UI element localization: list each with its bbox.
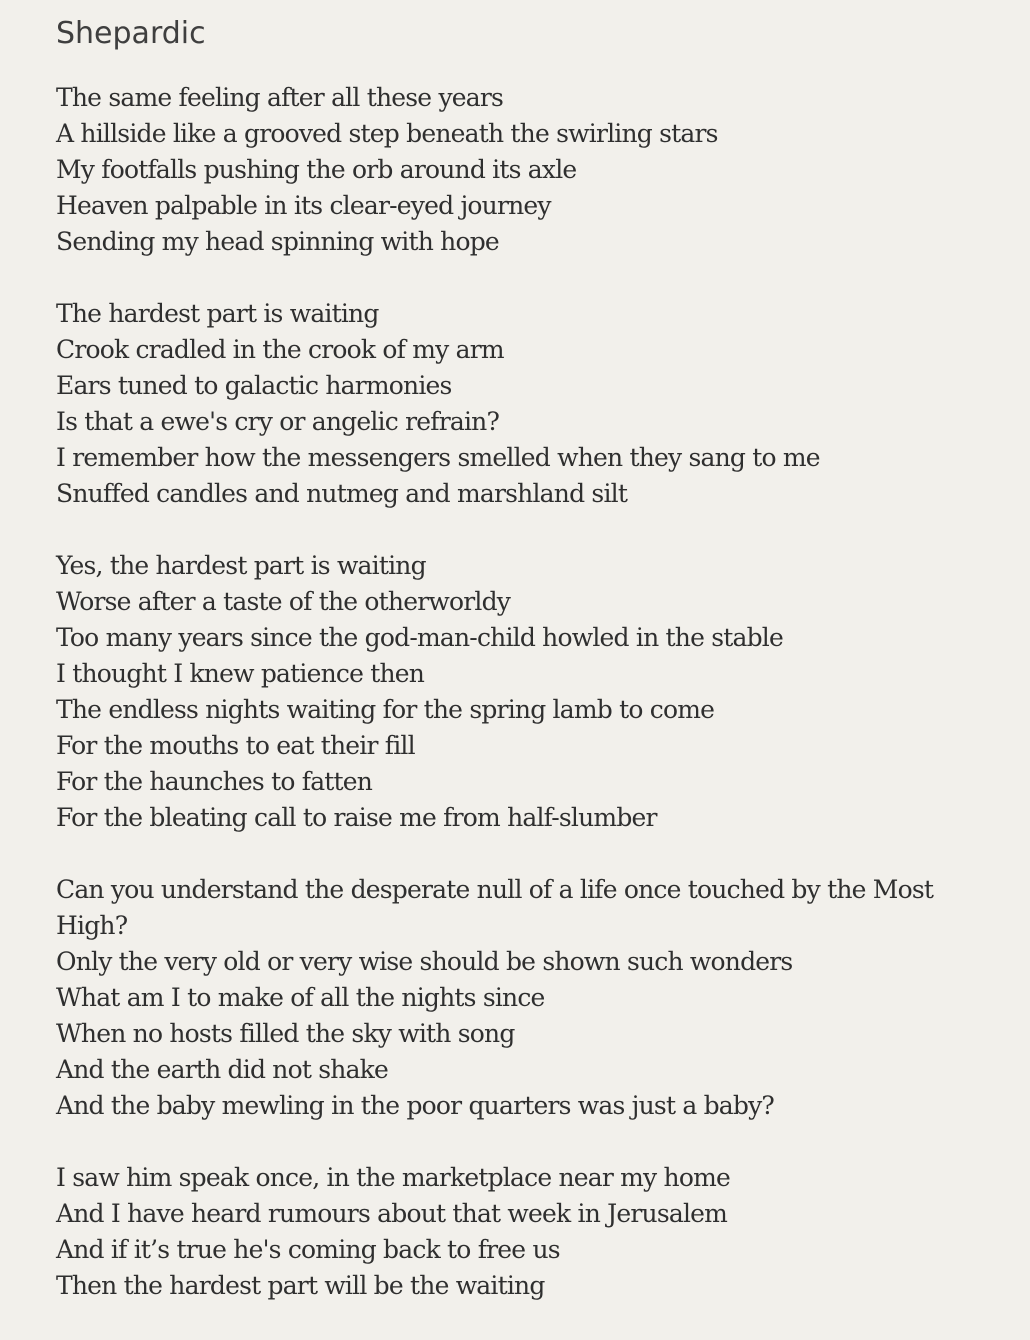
poem-line: Then the hardest part will be the waiting: [56, 1271, 545, 1300]
poem-line: A hillside like a grooved step beneath the swirling stars: [56, 119, 718, 148]
poem-line: And the baby mewling in the poor quarters was just a baby?: [56, 1091, 775, 1120]
poem-body: [56, 80, 986, 1340]
poem-line: The same feeling after all these years: [56, 83, 504, 112]
poem-line: High?: [56, 911, 128, 940]
poem-line: For the bleating call to raise me from half-slumber: [56, 803, 657, 832]
poem-line: I thought I knew patience then: [56, 659, 425, 688]
poem-line: Ears tuned to galactic harmonies: [56, 371, 452, 400]
stanza: [56, 872, 986, 1124]
poem-line: When no hosts filled the sky with song: [56, 1019, 515, 1048]
poem-line: Worse after a taste of the otherworldy: [56, 587, 511, 616]
poem-line: And if it’s true he's coming back to free us: [56, 1235, 560, 1264]
poem-line: And the earth did not shake: [56, 1055, 389, 1084]
poem-line: Crook cradled in the crook of my arm: [56, 335, 504, 364]
stanza: [56, 548, 986, 836]
stanza: [56, 80, 986, 260]
poem-line: The hardest part is waiting: [56, 299, 379, 328]
poem-line: For the mouths to eat their fill: [56, 731, 415, 760]
poem-line: My footfalls pushing the orb around its axle: [56, 155, 577, 184]
stanza: [56, 296, 986, 512]
poem-line: I saw him speak once, in the marketplace near my home: [56, 1163, 730, 1192]
poem-line: For the haunches to fatten: [56, 767, 373, 796]
poem-line: The endless nights waiting for the spring lamb to come: [56, 695, 715, 724]
poem-line: What am I to make of all the nights since: [56, 983, 545, 1012]
poem-line: Snuffed candles and nutmeg and marshland silt: [56, 479, 628, 508]
poem-line: And I have heard rumours about that week in Jerusalem: [56, 1199, 728, 1228]
stanza: [56, 1160, 986, 1304]
poem-line: Only the very old or very wise should be shown such wonders: [56, 947, 793, 976]
poem-line: Is that a ewe's cry or angelic refrain?: [56, 407, 500, 436]
poem-title: Shepardic: [56, 16, 206, 51]
poem-line: Too many years since the god-man-child howled in the stable: [56, 623, 783, 652]
poem-line: Can you understand the desperate null of a life once touched by the Most: [56, 875, 934, 904]
poem-line: Yes, the hardest part is waiting: [56, 551, 426, 580]
poem-line: I remember how the messengers smelled when they sang to me: [56, 443, 820, 472]
poem-line: Sending my head spinning with hope: [56, 227, 499, 256]
poem-line: Heaven palpable in its clear-eyed journey: [56, 191, 551, 220]
